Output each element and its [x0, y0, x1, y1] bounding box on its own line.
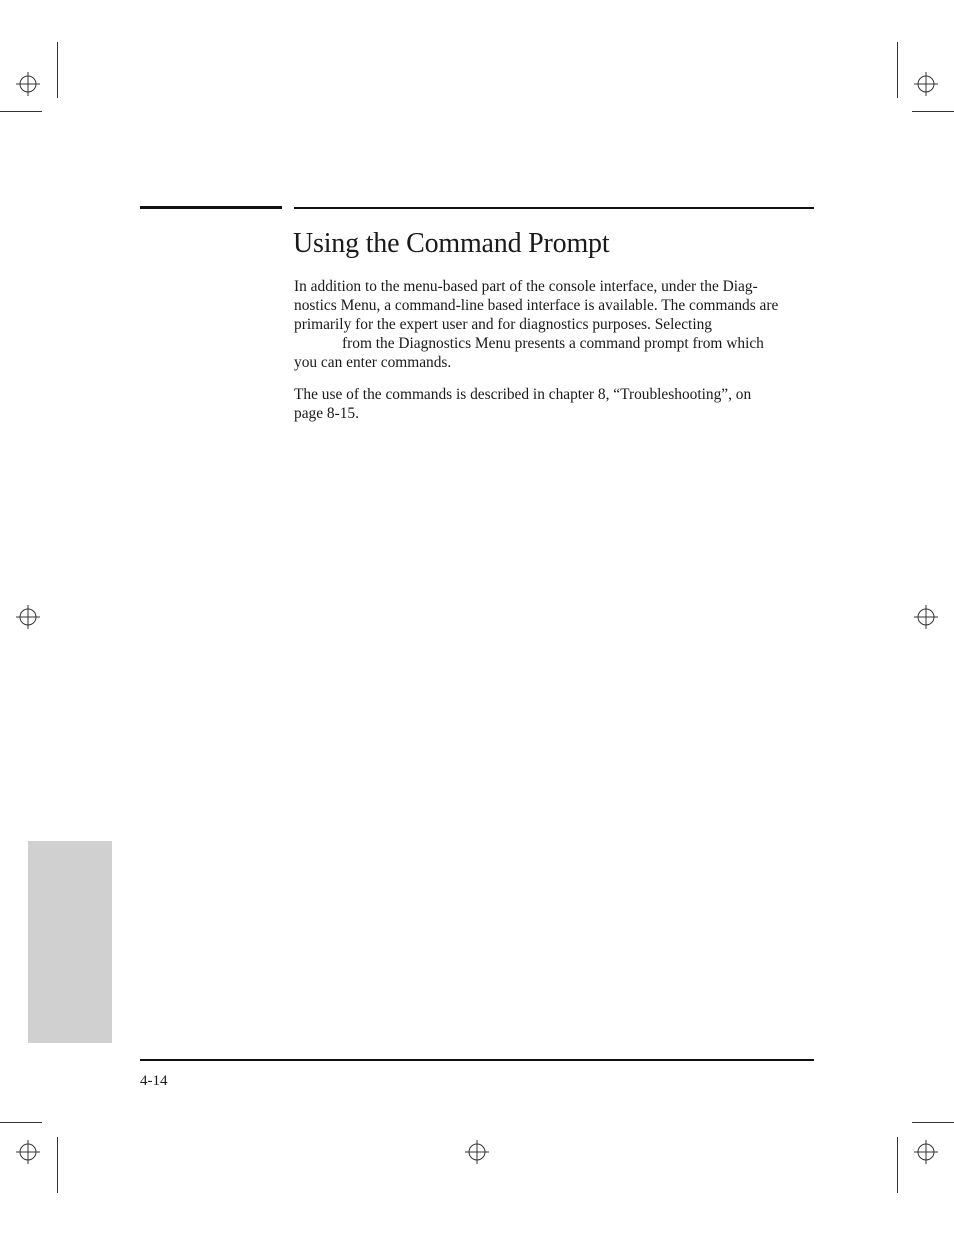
crop-mark	[0, 1122, 42, 1123]
crop-mark	[897, 42, 898, 98]
page-number: 4-14	[140, 1073, 168, 1089]
registration-crosshair-icon	[16, 72, 40, 96]
crop-mark	[912, 1122, 954, 1123]
header-rule	[294, 207, 814, 209]
paragraph-line: nostics Menu, a command-line based interface is available. The commands are	[294, 297, 779, 314]
registration-crosshair-icon	[16, 605, 40, 629]
section-title: Using the Command Prompt	[293, 228, 610, 259]
registration-crosshair-icon	[914, 72, 938, 96]
paragraph-line: The use of the commands is described in chapter 8, “Troubleshooting”, on	[294, 386, 752, 403]
crop-mark	[57, 1137, 58, 1193]
paragraph-line: from the Diagnostics Menu presents a command prompt from which	[342, 335, 764, 352]
crop-mark	[57, 42, 58, 98]
registration-crosshair-icon	[914, 1140, 938, 1164]
paragraph-line: primarily for the expert user and for diagnostics purposes. Selecting	[294, 316, 712, 333]
paragraph-line: In addition to the menu-based part of the console interface, under the Diag-	[294, 278, 758, 295]
body-paragraph	[294, 385, 816, 423]
crop-mark	[912, 111, 954, 112]
crop-mark	[0, 111, 42, 112]
footer-rule	[140, 1059, 814, 1061]
paragraph-line: page 8-15.	[294, 405, 359, 422]
registration-crosshair-icon	[914, 605, 938, 629]
paragraph-line: you can enter commands.	[294, 354, 452, 371]
header-rule-left	[140, 206, 282, 209]
crop-mark	[897, 1137, 898, 1193]
chapter-tab	[28, 841, 112, 1043]
registration-crosshair-icon	[465, 1140, 489, 1164]
registration-crosshair-icon	[16, 1140, 40, 1164]
body-paragraph	[294, 277, 816, 372]
